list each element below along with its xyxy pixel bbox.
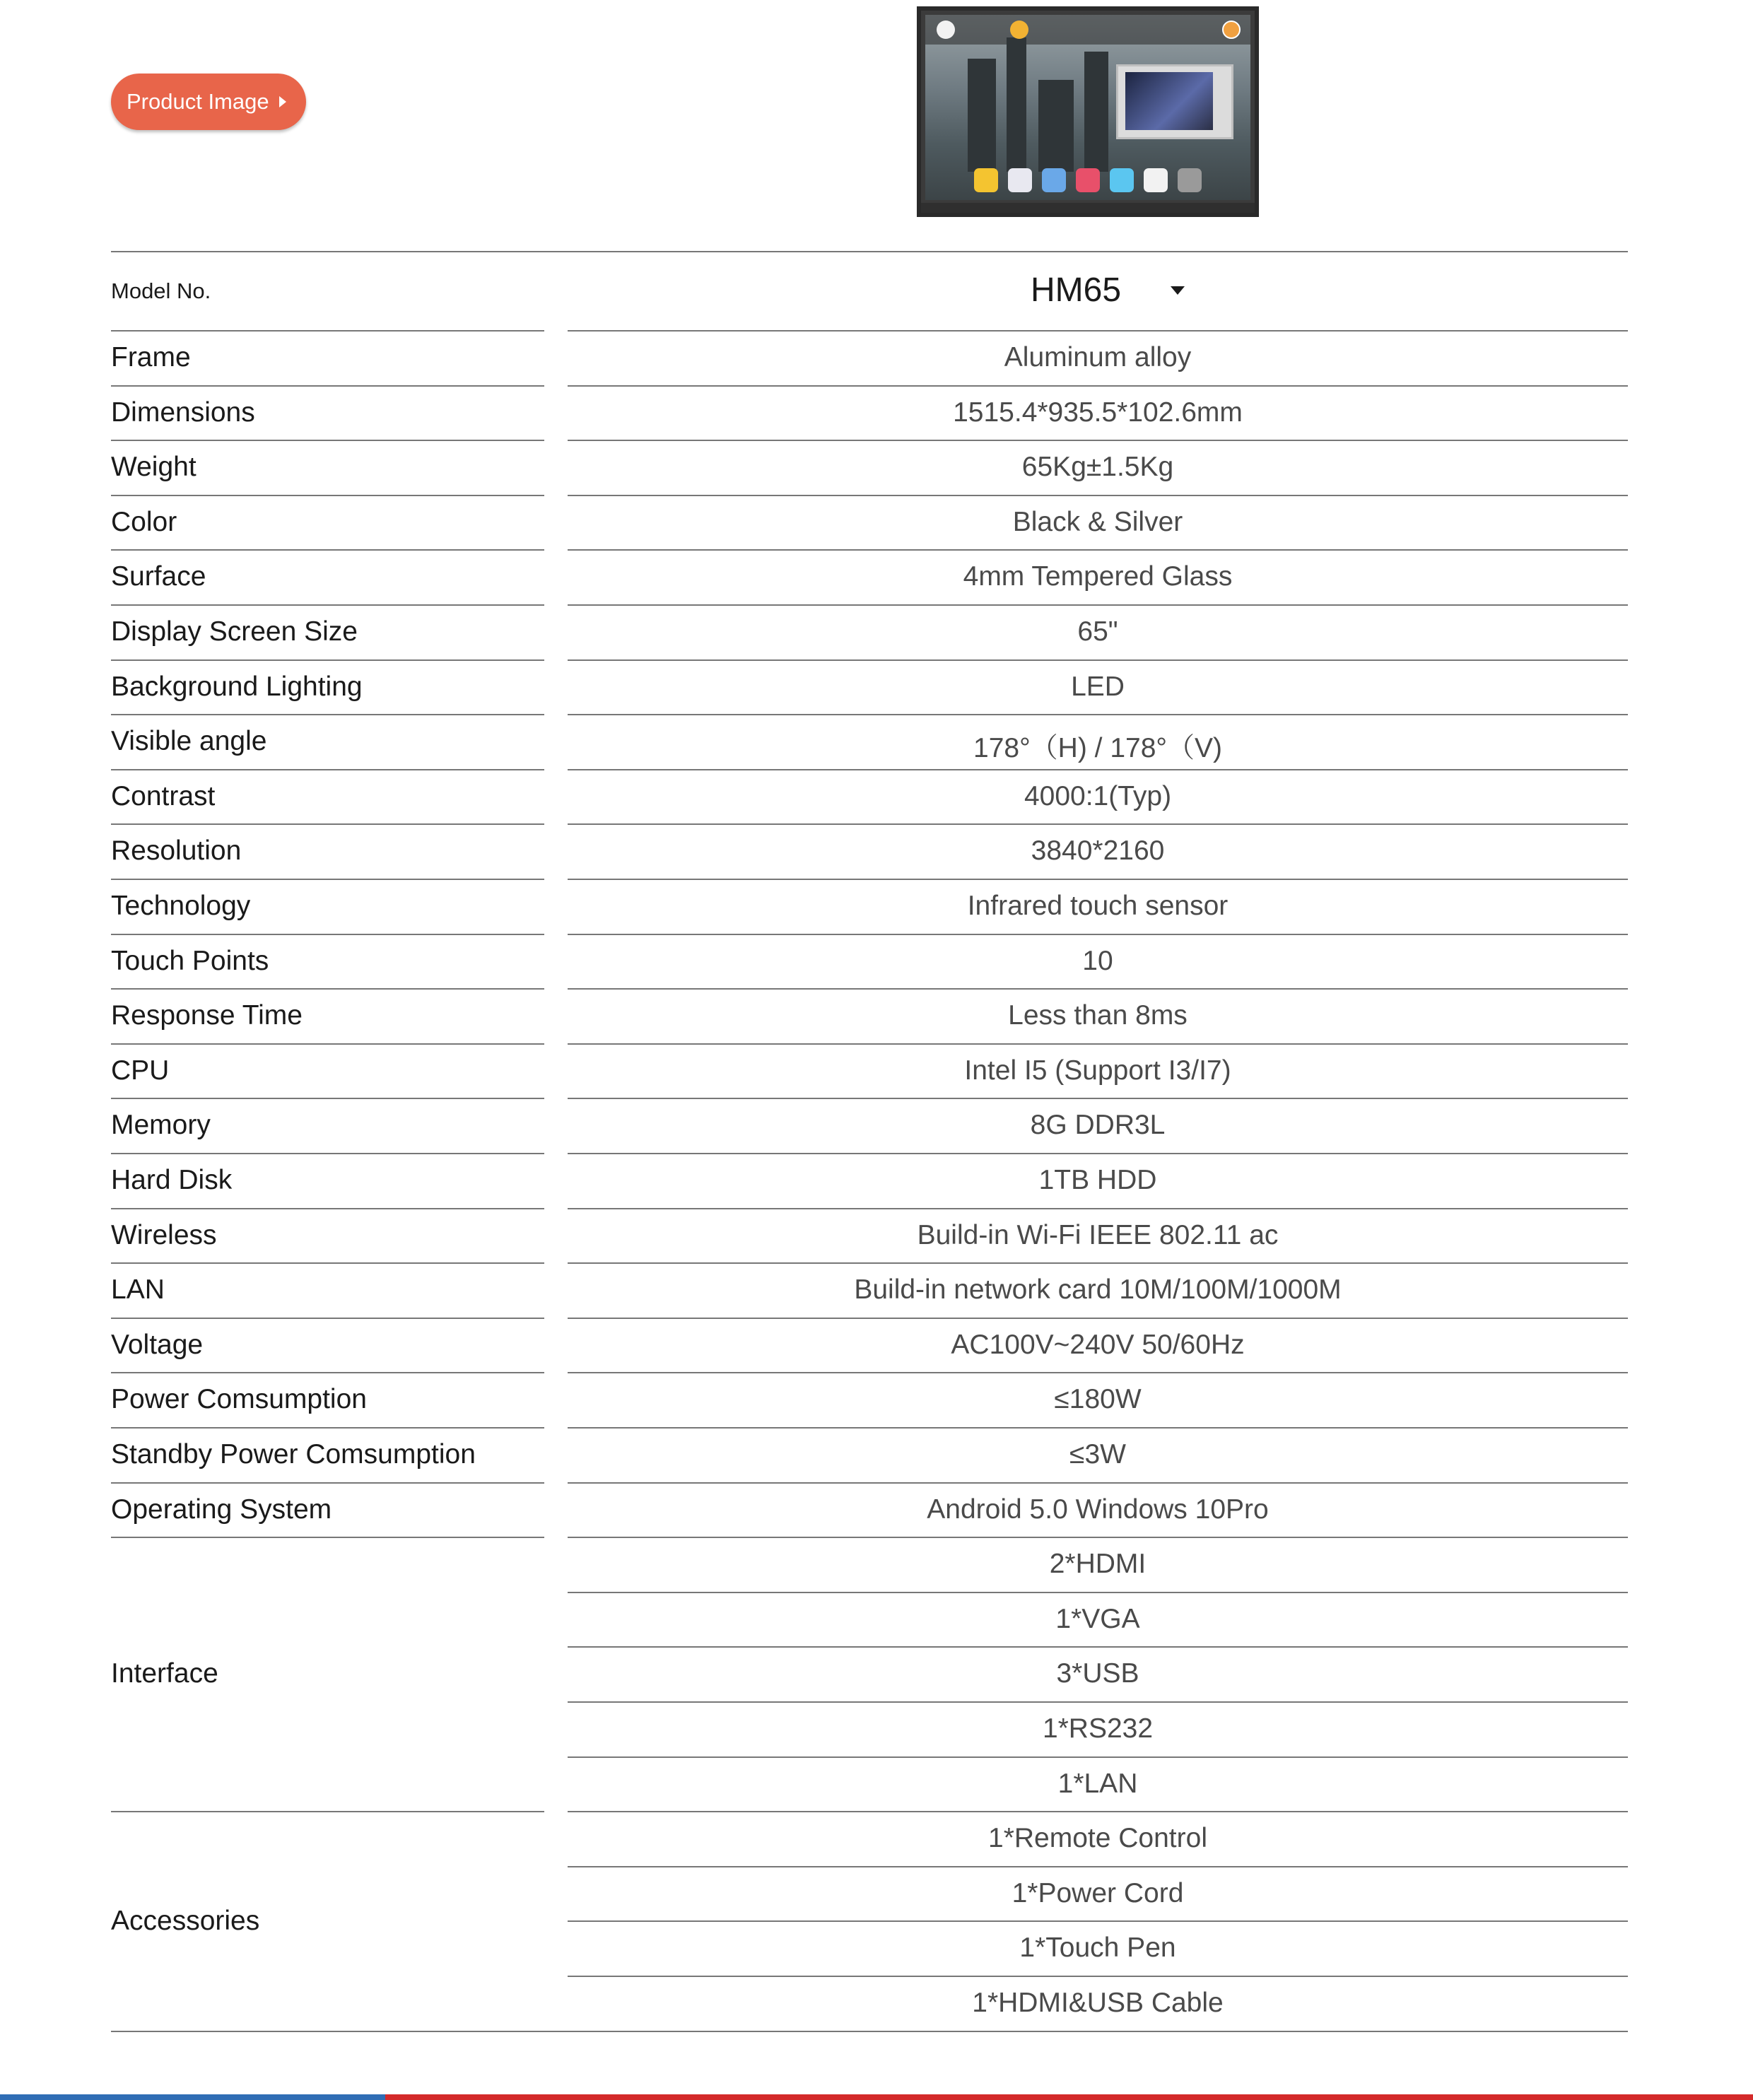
spec-value: Build-in Wi-Fi IEEE 802.11 ac (917, 1220, 1279, 1250)
row-divider (111, 1098, 544, 1099)
row-divider (111, 988, 544, 990)
spec-value: 1TB HDD (1038, 1165, 1157, 1195)
spec-label: Operating System (111, 1494, 332, 1525)
spec-label: Response Time (111, 1000, 303, 1031)
spec-value: 65" (1077, 616, 1118, 647)
row-divider (568, 659, 1628, 661)
row-divider (568, 549, 1628, 551)
row-divider (568, 1098, 1628, 1099)
media-app-icon (1076, 168, 1100, 192)
row-divider (568, 879, 1628, 880)
row-divider (111, 1153, 544, 1154)
files-app-icon (1042, 168, 1066, 192)
spec-value: Android 5.0 Windows 10Pro (927, 1494, 1269, 1525)
spec-value: ≤180W (1054, 1384, 1142, 1414)
table-top-divider (111, 251, 1628, 252)
row-divider (568, 1427, 1628, 1429)
row-divider (568, 1646, 1628, 1648)
row-divider (568, 1701, 1628, 1703)
interface-value: 1*LAN (1057, 1768, 1138, 1799)
row-divider (111, 714, 544, 715)
spec-value: 10 (1082, 946, 1113, 976)
row-divider (568, 1318, 1628, 1319)
row-divider (568, 604, 1628, 606)
app-window (1116, 64, 1233, 139)
spec-label: Visible angle (111, 726, 267, 756)
row-divider (568, 769, 1628, 770)
spec-label: CPU (111, 1055, 170, 1086)
spec-label: Hard Disk (111, 1165, 233, 1195)
row-divider (568, 714, 1628, 715)
spec-label: Voltage (111, 1330, 204, 1360)
spec-value: 4000:1(Typ) (1024, 781, 1172, 811)
spec-value: 8G DDR3L (1030, 1110, 1166, 1140)
row-divider (111, 385, 544, 387)
row-divider (111, 1372, 544, 1373)
spec-label: Background Lighting (111, 671, 363, 702)
row-divider (568, 1537, 1628, 1538)
row-divider (111, 934, 544, 935)
spec-label: Contrast (111, 781, 216, 811)
clock-icon (937, 20, 955, 39)
spec-value: Build-in network card 10M/100M/1000M (854, 1274, 1342, 1305)
row-divider (568, 934, 1628, 935)
spec-label: Standby Power Comsumption (111, 1439, 476, 1470)
row-divider (568, 1262, 1628, 1264)
row-divider (568, 440, 1628, 441)
chevron-down-icon (1171, 286, 1185, 295)
row-divider (111, 823, 544, 825)
row-divider (568, 1482, 1628, 1484)
row-divider (568, 1920, 1628, 1922)
accessory-value: 1*HDMI&USB Cable (972, 1988, 1224, 2018)
row-divider (111, 769, 544, 770)
interface-value: 3*USB (1056, 1658, 1139, 1689)
spec-label: Wireless (111, 1220, 217, 1250)
spec-value: Intel I5 (Support I3/I7) (964, 1055, 1231, 1086)
row-divider (111, 1427, 544, 1429)
row-divider (568, 1208, 1628, 1209)
caret-right-icon (279, 96, 286, 107)
accessory-value: 1*Remote Control (988, 1823, 1207, 1853)
spec-label: Dimensions (111, 397, 255, 428)
interface-label: Interface (111, 1658, 218, 1689)
row-divider (111, 659, 544, 661)
row-divider (111, 1811, 544, 1812)
interface-value: 1*VGA (1055, 1604, 1140, 1634)
row-divider (111, 1482, 544, 1484)
row-divider (568, 1756, 1628, 1758)
interface-value: 1*RS232 (1042, 1713, 1154, 1744)
row-divider (111, 440, 544, 441)
row-divider (111, 1537, 544, 1538)
row-divider (568, 988, 1628, 990)
row-divider (568, 1976, 1628, 1977)
row-divider (111, 2031, 1628, 2032)
row-divider (568, 330, 1628, 332)
footer-bar-blue (0, 2094, 385, 2100)
paint-app-icon (1008, 168, 1032, 192)
interface-value: 2*HDMI (1049, 1549, 1147, 1579)
spec-value: 4mm Tempered Glass (963, 561, 1233, 592)
accessory-value: 1*Touch Pen (1019, 1932, 1176, 1963)
spec-value: Less than 8ms (1008, 1000, 1188, 1031)
spec-value: LED (1071, 671, 1125, 702)
accessories-label: Accessories (111, 1906, 260, 1936)
product-screen (925, 15, 1250, 200)
row-divider (111, 1043, 544, 1045)
model-select[interactable] (1031, 271, 1185, 310)
row-divider (111, 1208, 544, 1209)
spec-value: Infrared touch sensor (967, 891, 1229, 921)
row-divider (568, 1866, 1628, 1867)
product-image (917, 6, 1259, 217)
app-dock (954, 166, 1222, 194)
row-divider (111, 1318, 544, 1319)
spec-label: Power Comsumption (111, 1384, 367, 1414)
spec-value: ≤3W (1069, 1439, 1126, 1470)
row-divider (568, 1043, 1628, 1045)
browser-app-icon (1110, 168, 1134, 192)
spec-value: 65Kg±1.5Kg (1021, 452, 1174, 482)
accessory-value: 1*Power Cord (1012, 1878, 1184, 1908)
spec-value: Black & Silver (1012, 507, 1183, 537)
spec-value: AC100V~240V 50/60Hz (951, 1330, 1245, 1360)
row-divider (111, 549, 544, 551)
spec-label: LAN (111, 1274, 165, 1305)
calendar-app-icon (1144, 168, 1168, 192)
row-divider (111, 495, 544, 496)
row-divider (568, 1811, 1628, 1812)
product-image-button-label: Product Image (127, 89, 269, 114)
row-divider (568, 1372, 1628, 1373)
spec-label: Touch Points (111, 946, 269, 976)
row-divider (111, 330, 544, 332)
product-image-button[interactable] (111, 74, 306, 130)
row-divider (568, 385, 1628, 387)
spec-label: Color (111, 507, 177, 537)
spec-value: 178°（H) / 178°（V) (973, 733, 1222, 763)
spec-label: Surface (111, 561, 206, 592)
settings-app-icon (1178, 168, 1202, 192)
spec-label: Technology (111, 891, 251, 921)
row-divider (568, 1153, 1628, 1154)
notes-app-icon (974, 168, 998, 192)
row-divider (111, 879, 544, 880)
footer-bar-red (385, 2094, 1753, 2100)
spec-label: Weight (111, 452, 197, 482)
spec-label: Memory (111, 1110, 211, 1140)
spec-value: 1515.4*935.5*102.6mm (953, 397, 1243, 428)
model-selected-value: HM65 (1031, 271, 1122, 309)
spec-label: Frame (111, 342, 191, 373)
row-divider (568, 495, 1628, 496)
spec-label: Display Screen Size (111, 616, 358, 647)
row-divider (568, 823, 1628, 825)
user-icon (1222, 20, 1241, 39)
spec-value: Aluminum alloy (1004, 342, 1192, 373)
weather-icon (1010, 20, 1028, 39)
model-label: Model No. (111, 278, 211, 303)
row-divider (111, 604, 544, 606)
row-divider (111, 1262, 544, 1264)
row-divider (568, 1592, 1628, 1593)
spec-label: Resolution (111, 835, 242, 866)
spec-value: 3840*2160 (1031, 835, 1165, 866)
